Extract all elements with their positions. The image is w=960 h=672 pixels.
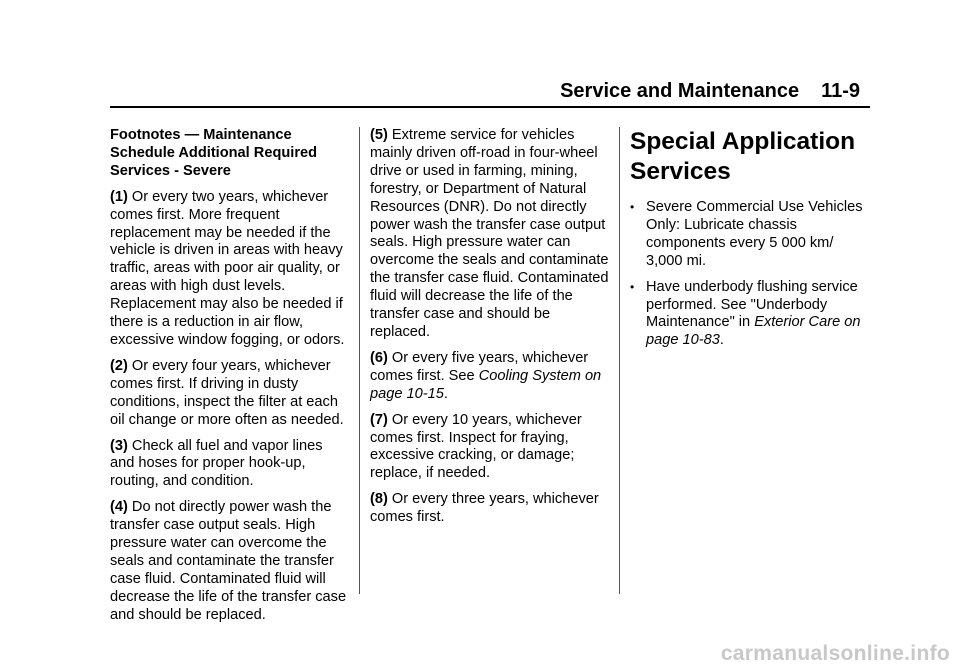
footnote-text: Do not directly power wash the transfer case output seals. High pressure water can overcome the seals and contaminate the transfer case fluid. Contaminated fluid will decrease the life of the transfer case and should be replaced. (110, 499, 347, 623)
watermark-url: carmanualsonline.info (720, 642, 950, 665)
footnote-text: Extreme service for vehicles mainly driven off-road in four-wheel drive or used in farming, mining, forestry, or Department of Natural Resources (DNR). Do not directly power wash the transfer case output seals. High pressure water can overcome the seals and contaminate the transfer case fluid. Contaminated fluid will decrease the life of the transfer case and should be replaced. (370, 127, 609, 340)
column-2 (370, 127, 610, 535)
footnote-1 (110, 189, 350, 350)
footnote-3 (110, 438, 350, 492)
bullet-icon: • (630, 200, 635, 214)
special-services-list (630, 199, 870, 350)
column-3 (630, 127, 870, 358)
footnote-text: Or every four years, whichever comes first. If driving in dusty conditions, inspect the filter at each oil change or more often as needed. (110, 357, 344, 428)
page-header (110, 80, 870, 108)
special-services-heading: Special Application Services (630, 128, 856, 185)
footnote-number: (4) (110, 499, 128, 516)
footnote-7 (370, 412, 610, 484)
header-title (560, 80, 860, 103)
footnote-text: Check all fuel and vapor lines and hoses for proper hook-up, routing, and condition. (110, 437, 323, 490)
footnote-text: Or every five years, whichever comes first. See (370, 349, 589, 384)
list-item (630, 279, 870, 351)
footnote-number: (8) (370, 491, 388, 508)
footnote-2 (110, 358, 350, 430)
footnote-number: (3) (110, 437, 128, 454)
page-number: 11-9 (821, 80, 860, 102)
footnote-4 (110, 499, 350, 624)
column-divider-2 (619, 127, 620, 594)
list-item-text: Severe Commercial Use Vehicles Only: Lubricate chassis components every 5 000 km/ 3,000 mi. (646, 199, 863, 269)
section-title: Service and Maintenance (560, 80, 800, 102)
footnote-text: Or every 10 years, whichever comes first. Inspect for fraying, excessive cracking, or damage; replace, if needed. (370, 411, 582, 482)
footnote-8 (370, 491, 610, 527)
footnotes-heading: Footnotes — Maintenance Schedule Additional Required Services - Severe (110, 127, 318, 179)
footnote-number: (2) (110, 357, 128, 374)
list-item-text-end: . (719, 332, 724, 349)
footnote-text-end: . (443, 385, 448, 402)
footnote-text: Or every two years, whichever comes first. More frequent replacement may be needed if the vehicle is driven in areas with heavy traffic, areas with poor air quality, or areas with high dust levels. Replacement may also be needed if there is a reduction in air flow, excessive window fogging, or odors. (110, 188, 345, 348)
bullet-icon: • (630, 279, 635, 294)
footnote-number: (1) (110, 188, 128, 205)
cross-reference-link[interactable]: Exterior Care on page 10-83 (646, 314, 861, 349)
footnote-text: Or every three years, whichever comes first. (370, 491, 599, 526)
footnote-number: (6) (370, 349, 388, 366)
footnote-5 (370, 127, 610, 342)
footnote-6 (370, 350, 610, 404)
footnote-number: (7) (370, 411, 388, 428)
cross-reference-link[interactable]: Cooling System on page 10-15 (370, 367, 602, 402)
list-item (630, 199, 870, 271)
column-1 (110, 127, 350, 633)
list-item-text: Have underbody flushing service performed. See "Underbody Maintenance" in (646, 278, 858, 331)
column-divider-1 (359, 127, 360, 594)
footnote-number: (5) (370, 127, 388, 143)
